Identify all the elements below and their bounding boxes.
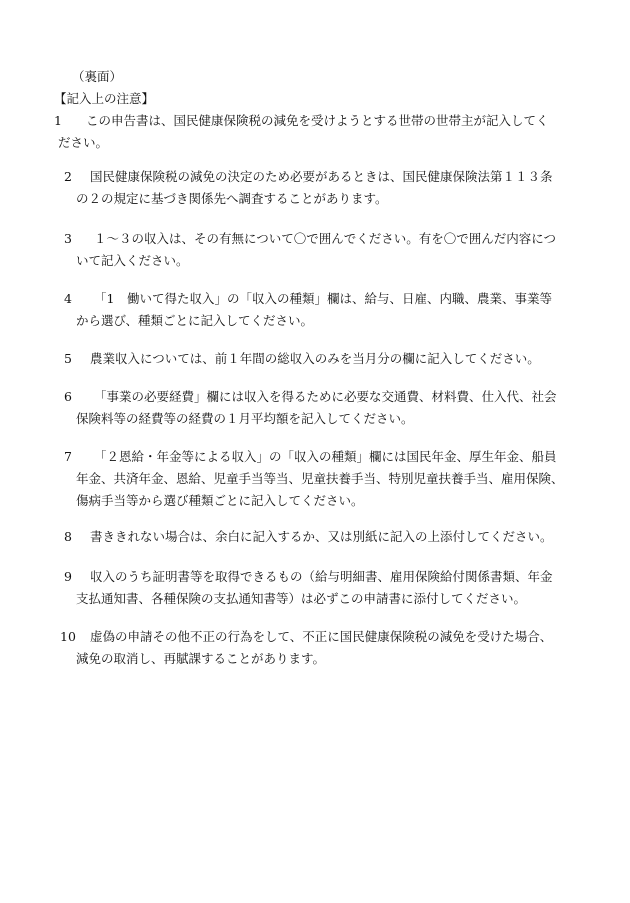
note-line: 「1 働いて得た収入」の「収入の種類」欄は、給与、日雇、内職、農業、事業等	[94, 291, 552, 306]
note-number: 4	[64, 291, 72, 306]
note-line: 書ききれない場合は、余白に記入するか、又は別紙に記入の上添付してください。	[90, 529, 553, 544]
note-line: 保険料等の経費等の経費の１月平均額を記入してください。	[76, 411, 414, 426]
note-number: 1	[54, 113, 62, 128]
note-line: 傷病手当等から選び種類ごとに記入してください。	[76, 493, 364, 508]
note-line: 年金、共済年金、恩給、児童手当等当、児童扶養手当、特別児童扶養手当、雇用保険、	[76, 471, 564, 486]
note-number: 3	[64, 231, 72, 246]
note-line: 国民健康保険税の減免の決定のため必要があるときは、国民健康保険法第１１３条	[90, 169, 553, 184]
reverse-side-label: （裏面）	[72, 69, 123, 84]
note-line: 「事業の必要経費」欄には収入を得るために必要な交通費、材料費、仕入代、社会	[94, 389, 557, 404]
note-number: 10	[60, 629, 76, 644]
note-number: 7	[64, 449, 72, 464]
note-line: 支払通知書、各種保険の支払通知書等）は必ずこの申請書に添付してください。	[76, 591, 527, 606]
note-number: 9	[64, 569, 72, 584]
note-line: 「２恩給・年金等による収入」の「収入の種類」欄には国民年金、厚生年金、船員	[94, 449, 557, 464]
note-line: いて記入ください。	[76, 253, 189, 268]
note-number: 6	[64, 389, 72, 404]
note-line: から選び、種類ごとに記入してください。	[76, 313, 314, 328]
note-line: この申告書は、国民健康保険税の減免を受けようとする世帯の世帯主が記入してく	[86, 113, 549, 128]
note-line: ださい。	[58, 135, 109, 150]
note-number: 2	[64, 169, 72, 184]
note-line: １～３の収入は、その有無について〇で囲んでください。有を〇で囲んだ内容につ	[94, 231, 557, 246]
note-line: の２の規定に基づき関係先へ調査することがあります。	[76, 191, 388, 206]
notes-heading: 【記入上の注意】	[54, 91, 155, 106]
note-line: 虚偽の申請その他不正の行為をして、不正に国民健康保険税の減免を受けた場合、	[90, 629, 553, 644]
note-line: 農業収入については、前１年間の総収入のみを当月分の欄に記入してください。	[90, 351, 540, 366]
note-number: 5	[64, 351, 72, 366]
note-line: 収入のうち証明書等を取得できるもの（給与明細書、雇用保険給付関係書類、年金	[90, 569, 553, 584]
note-number: 8	[64, 529, 72, 544]
note-line: 減免の取消し、再賦課することがあります。	[76, 651, 326, 666]
